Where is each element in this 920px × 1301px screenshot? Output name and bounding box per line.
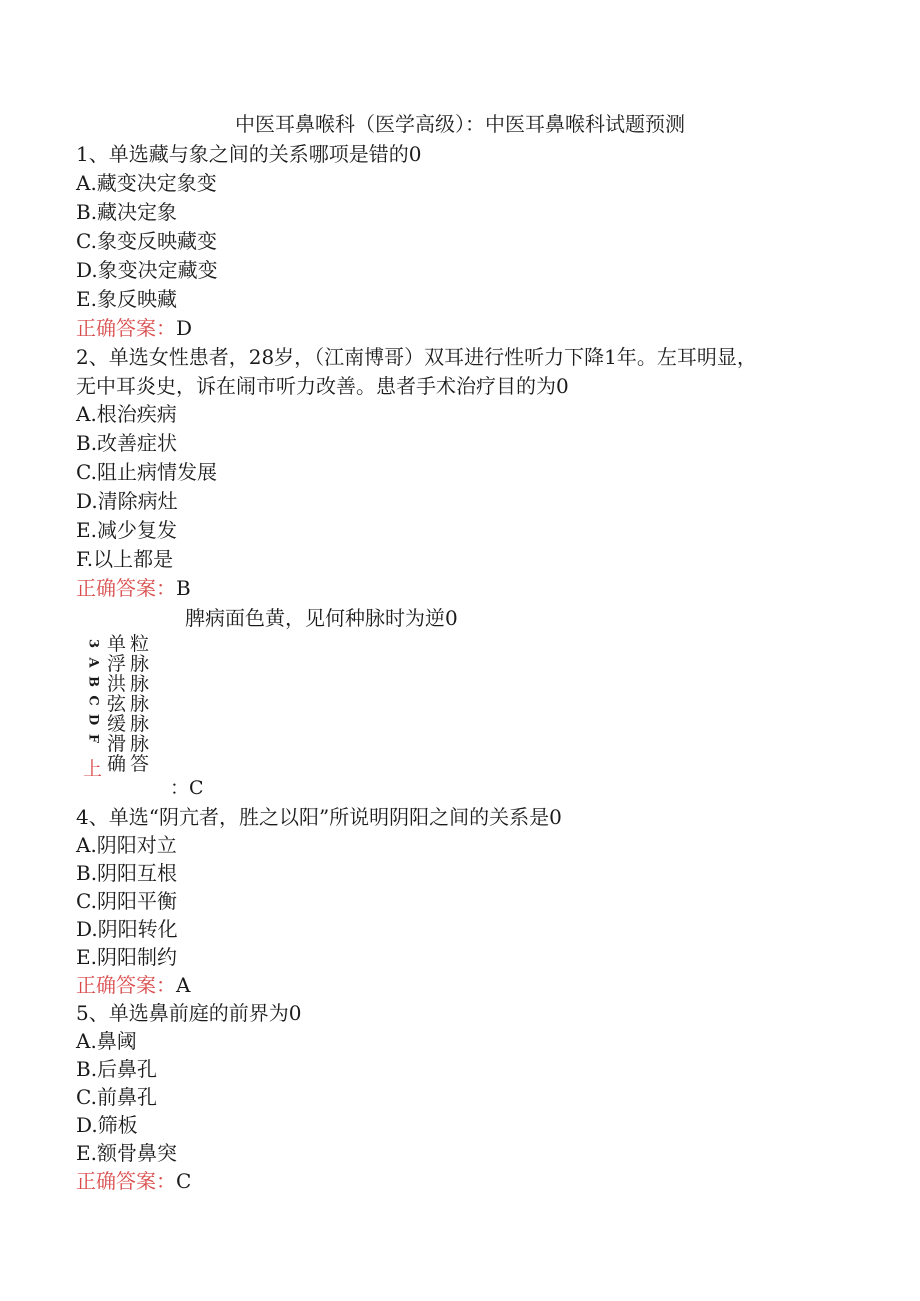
garbled-glyph: 3 (85, 638, 101, 649)
q3-garbled-labels (87, 634, 99, 748)
q3-answer: ：C (170, 777, 204, 799)
q3-glyph: 弦 (107, 693, 127, 715)
q1-option-a: A.藏变决定象变 (76, 171, 217, 195)
answer-label: 正确答案： (76, 576, 176, 600)
q3-glyph: 答 (130, 753, 150, 775)
garbled-glyph: C (85, 695, 101, 706)
q3-glyph: 脉 (130, 713, 150, 735)
q2-option-b: B.改善症状 (76, 431, 178, 455)
document-title: 中医耳鼻喉科（医学高级）：中医耳鼻喉科试题预测 (235, 112, 685, 136)
answer-label: 正确答案： (76, 1169, 176, 1193)
q2-stem-line1: 2、单选女性患者，28岁，（江南博哥）双耳进行性听力下降1年。左耳明显， (76, 345, 757, 369)
q1-stem: 1、单选藏与象之间的关系哪项是错的0 (76, 142, 422, 166)
q2-answer (76, 574, 191, 602)
q4-option-c: C.阴阳平衡 (76, 889, 177, 913)
garbled-glyph: F (85, 733, 101, 744)
q1-option-b: B.藏决定象 (76, 200, 178, 224)
q1-answer (76, 314, 192, 342)
garbled-glyph: D (85, 713, 101, 726)
answer-value: B (176, 576, 191, 600)
q4-option-e: E.阴阳制约 (76, 945, 177, 969)
answer-label: 正确答案： (76, 316, 176, 340)
q3-glyph: 脉 (130, 653, 150, 675)
q1-option-c: C.象变反映藏变 (76, 229, 217, 253)
q3-glyph: 确 (107, 753, 127, 775)
q2-option-c: C.阻止病情发展 (76, 460, 217, 484)
q3-glyph: 单 (107, 633, 127, 655)
q5-option-c: C.前鼻孔 (76, 1085, 157, 1109)
q3-glyph: 浮 (107, 653, 127, 675)
q5-option-e: E.额骨鼻突 (76, 1141, 177, 1165)
q3-glyph: 脉 (130, 693, 150, 715)
q2-option-e: E.减少复发 (76, 518, 177, 542)
answer-value: A (176, 973, 191, 997)
q5-answer (76, 1167, 191, 1195)
q2-option-f: F.以上都是 (76, 547, 174, 571)
q3-glyph: 脉 (130, 733, 150, 755)
q3-column-left (107, 634, 126, 774)
q2-option-d: D.清除病灶 (76, 489, 178, 513)
answer-label: 正确答案： (76, 973, 176, 997)
q3-glyph: 洪 (107, 673, 127, 695)
q5-option-d: D.筛板 (76, 1113, 138, 1137)
q1-option-d: D.象变决定藏变 (76, 258, 218, 282)
garbled-glyph: A (85, 657, 101, 668)
q3-glyph: 粒 (130, 633, 150, 655)
q1-option-e: E.象反映藏 (76, 287, 177, 311)
q5-option-a: A.鼻阈 (76, 1029, 137, 1053)
q4-stem: 4、单选“阴亢者，胜之以阳”所说明阴阳之间的关系是0 (76, 805, 562, 829)
q4-option-a: A.阴阳对立 (76, 833, 177, 857)
answer-value: D (176, 316, 193, 340)
q3-red-glyph: 上 (83, 758, 103, 780)
q3-glyph: 缓 (107, 713, 127, 735)
q4-option-b: B.阴阳互根 (76, 861, 178, 885)
q4-option-d: D.阴阳转化 (76, 917, 178, 941)
q2-option-a: A.根治疾病 (76, 402, 177, 426)
q4-answer (76, 971, 190, 999)
q3-stem: 脾病面色黄，见何种脉时为逆0 (185, 606, 458, 630)
q3-glyph: 滑 (107, 733, 127, 755)
garbled-glyph: B (85, 676, 101, 687)
q5-stem: 5、单选鼻前庭的前界为0 (76, 1001, 302, 1025)
answer-value: C (176, 1169, 192, 1193)
q3-glyph: 脉 (130, 673, 150, 695)
q2-stem-line2: 无中耳炎史，诉在闹市听力改善。患者手术治疗目的为0 (76, 374, 569, 398)
q5-option-b: B.后鼻孔 (76, 1057, 158, 1081)
q3-column-right (130, 634, 149, 774)
